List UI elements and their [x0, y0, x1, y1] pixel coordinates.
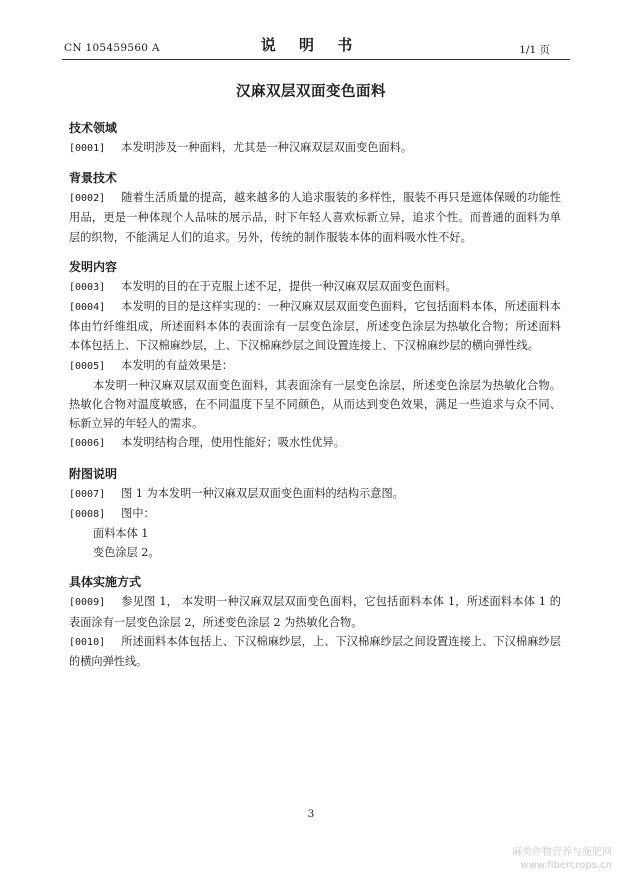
- paragraph-number: [0010]: [69, 636, 106, 648]
- paragraph: [69, 277, 561, 297]
- paragraph-text: 本发明的目的是这样实现的：一种汉麻双层双面变色面料，它包括面料本体，所述面料本体由竹纤维组成，所述面料本体的表面涂有一层变色涂层，所述变色涂层为热敏化合物；所述面料本体包括上、下汉棉麻纱层，上、下汉棉麻纱层之间设置连接上、下汉棉麻纱层的横向弹性线。: [69, 300, 561, 353]
- paragraph-number: [0003]: [69, 281, 106, 293]
- patent-number: CN 105459560 A: [64, 42, 160, 54]
- section-heading: 发明内容: [69, 259, 118, 274]
- paragraph-text: 本发明的有益效果是：: [121, 358, 234, 372]
- paragraph-text: 图 1 为本发明一种汉麻双层双面变色面料的结构示意图。: [121, 486, 404, 500]
- paragraph-text: 本发明涉及一种面料，尤其是一种汉麻双层双面变色面料。: [121, 141, 413, 154]
- paragraph: [69, 356, 561, 376]
- paragraph: [69, 592, 561, 631]
- paragraph: [69, 433, 561, 453]
- paragraph-number: [0009]: [69, 597, 106, 609]
- watermark-url: www.fibercrops.cn: [520, 860, 612, 871]
- paragraph-text: 本发明结构合理，使用性能好；吸水性优异。: [121, 436, 345, 450]
- document-body: [69, 119, 561, 671]
- paragraph: [69, 138, 561, 158]
- section-background: [69, 169, 561, 247]
- paragraph-number: [0008]: [69, 508, 106, 520]
- paragraph: [69, 632, 561, 671]
- paragraph-text: 本发明的目的在于克服上述不足，提供一种汉麻双层双面变色面料。: [121, 279, 457, 293]
- paragraph: [69, 504, 561, 524]
- section-summary: [69, 258, 561, 454]
- section-heading: 具体实施方式: [69, 575, 142, 590]
- paragraph-text: 所述面料本体包括上、下汉棉麻纱层，上、下汉棉麻纱层之间设置连接上、下汉棉麻纱层的横向弹性线。: [69, 634, 561, 669]
- page-label: 1/1 页: [519, 44, 550, 56]
- section-figure-description: [69, 465, 561, 563]
- site-watermark: [512, 846, 612, 872]
- document-title: 汉麻双层双面变色面料: [236, 83, 386, 100]
- paragraph-number: [0002]: [69, 193, 106, 205]
- watermark-line: 麻类作物营养与施肥网: [512, 847, 612, 858]
- paragraph-text: 本发明一种汉麻双层双面变色面料，其表面涂有一层变色涂层，所述变色涂层为热敏化合物。热敏化合物对温度敏感，在不同温度下呈不同颜色，从而达到变色效果，满足一些追求与众不同、标新立异的年轻人的需求。: [69, 378, 561, 431]
- figure-legend-item: 面料本体 1: [93, 527, 149, 541]
- paragraph-text: 随着生活质量的提高，越来越多的人追求服装的多样性，服装不再只是遮体保暖的功能性用品，更是一种体现个人品味的展示品，时下年轻人喜欢标新立异，追求个性。而普通的面料为单层的织物，不能满足人们的追求。另外，传统的制作服装本体的面料吸水性不好。: [69, 191, 561, 244]
- paragraph-number: [0001]: [69, 143, 106, 154]
- paragraph-text: 图中：: [121, 506, 155, 520]
- paragraph: [69, 188, 561, 247]
- paragraph: [69, 484, 561, 504]
- header-divider: [62, 59, 570, 60]
- section-technical-field: [69, 119, 561, 158]
- section-heading: 背景技术: [69, 171, 118, 186]
- section-embodiment: [69, 573, 561, 671]
- section-heading: 技术领域: [69, 121, 118, 135]
- page-number: 3: [307, 808, 315, 820]
- section-heading: 附图说明: [69, 466, 118, 481]
- figure-legend-item: 变色涂层 2。: [93, 546, 160, 560]
- document-type: 说 明 书: [260, 36, 362, 54]
- paragraph: [69, 297, 561, 356]
- paragraph-number: [0007]: [69, 488, 106, 500]
- paragraph-number: [0004]: [69, 302, 106, 314]
- paragraph-number: [0005]: [69, 360, 106, 372]
- paragraph-number: [0006]: [69, 438, 106, 450]
- paragraph-text: 参见图 1， 本发明一种汉麻双层双面变色面料，它包括面料本体 1，所述面料本体 1 的表面涂有一层变色涂层 2，所述变色涂层 2 为热敏化合物。: [69, 595, 561, 629]
